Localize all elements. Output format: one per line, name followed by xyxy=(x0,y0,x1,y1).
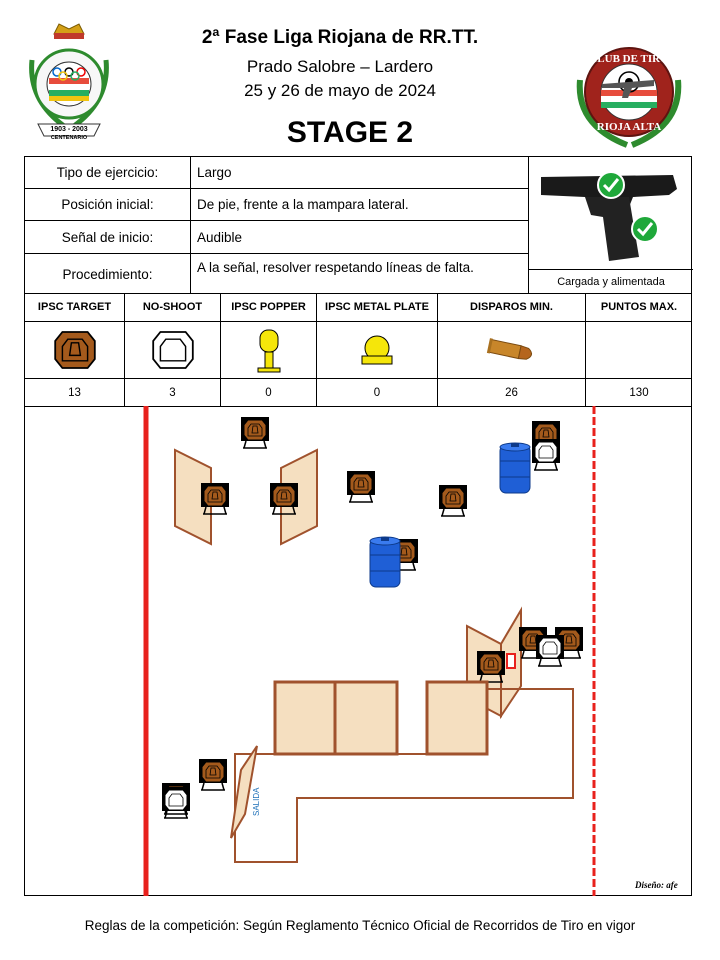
table-header: PUNTOS MAX. xyxy=(586,293,692,322)
stage-title: STAGE 2 xyxy=(286,116,414,149)
logo-right-top: CLUB DE TIRO xyxy=(589,53,669,65)
ipsc-target xyxy=(241,417,269,448)
info-row xyxy=(25,254,528,294)
info-row xyxy=(25,157,528,189)
weapon-caption: Cargada y alimentada xyxy=(529,269,693,293)
info-row xyxy=(25,221,528,254)
bullet-icon xyxy=(484,335,540,365)
info-value: A la señal, resolver respetando líneas de falta. xyxy=(197,260,474,275)
barrel xyxy=(500,443,530,493)
table-header: IPSC TARGET xyxy=(25,293,124,322)
table-header: IPSC METAL PLATE xyxy=(317,293,437,322)
table-header: DISPAROS MIN. xyxy=(438,293,585,322)
table-count: 26 xyxy=(438,378,585,406)
venue: Prado Salobre – Lardero xyxy=(246,57,434,76)
start-label: SALIDA xyxy=(252,787,261,816)
table-count: 3 xyxy=(125,378,220,406)
red-marker xyxy=(507,654,515,668)
info-label: Procedimiento: xyxy=(25,254,191,294)
no-shoot-target xyxy=(532,439,560,470)
popper-icon xyxy=(254,326,284,374)
stage-diagram xyxy=(24,406,692,896)
info-value: Audible xyxy=(197,229,243,245)
col-metal-plate xyxy=(317,293,438,406)
table-count: 0 xyxy=(317,378,437,406)
col-min-shots xyxy=(438,293,586,406)
col-ipsc-target xyxy=(25,293,125,406)
ipsc-target xyxy=(347,471,375,502)
no-shoot-icon xyxy=(151,326,195,374)
barrel xyxy=(370,537,400,587)
competition-rules: Reglas de la competición: Según Reglamento Técnico Oficial de Recorridos de Tiro en vigor xyxy=(84,918,636,933)
info-label: Señal de inicio: xyxy=(25,221,191,253)
col-popper xyxy=(221,293,317,406)
info-value: De pie, frente a la mampara lateral. xyxy=(197,197,409,212)
stage-info-table xyxy=(24,156,692,294)
wall-box xyxy=(335,682,397,754)
metal-plate-icon xyxy=(360,330,394,370)
col-no-shoot xyxy=(125,293,221,406)
wall-box xyxy=(275,682,335,754)
weapon-condition xyxy=(528,157,693,293)
club-logo xyxy=(572,40,687,150)
designer-credit: Diseño: afe xyxy=(635,880,678,890)
pistol-icon xyxy=(529,157,693,269)
info-row xyxy=(25,189,528,221)
targets-table xyxy=(24,293,692,407)
logo-left-years: 1903 - 2003 xyxy=(50,126,88,133)
ipsc-target xyxy=(199,759,227,790)
table-count: 0 xyxy=(221,378,316,406)
info-label: Posición inicial: xyxy=(25,189,191,220)
ipsc-target xyxy=(201,483,229,514)
federation-logo xyxy=(24,20,114,140)
no-shoot-target xyxy=(536,635,564,666)
table-header: NO-SHOOT xyxy=(125,293,220,322)
info-label: Tipo de ejercicio: xyxy=(25,157,191,188)
col-max-points xyxy=(586,293,692,406)
info-value: Largo xyxy=(197,165,232,180)
ipsc-target-icon xyxy=(53,326,97,374)
logo-right-bottom: RIOJA ALTA xyxy=(596,121,662,133)
competition-title: 2ª Fase Liga Riojana de RR.TT. xyxy=(201,27,479,48)
table-count: 13 xyxy=(25,378,124,406)
logo-left-caption: CENTENARIO xyxy=(50,135,88,140)
event-date: 25 y 26 de mayo de 2024 xyxy=(244,81,436,100)
wall-box xyxy=(427,682,487,754)
table-header: IPSC POPPER xyxy=(221,293,316,322)
table-count: 130 xyxy=(586,378,692,406)
ipsc-target xyxy=(439,485,467,516)
